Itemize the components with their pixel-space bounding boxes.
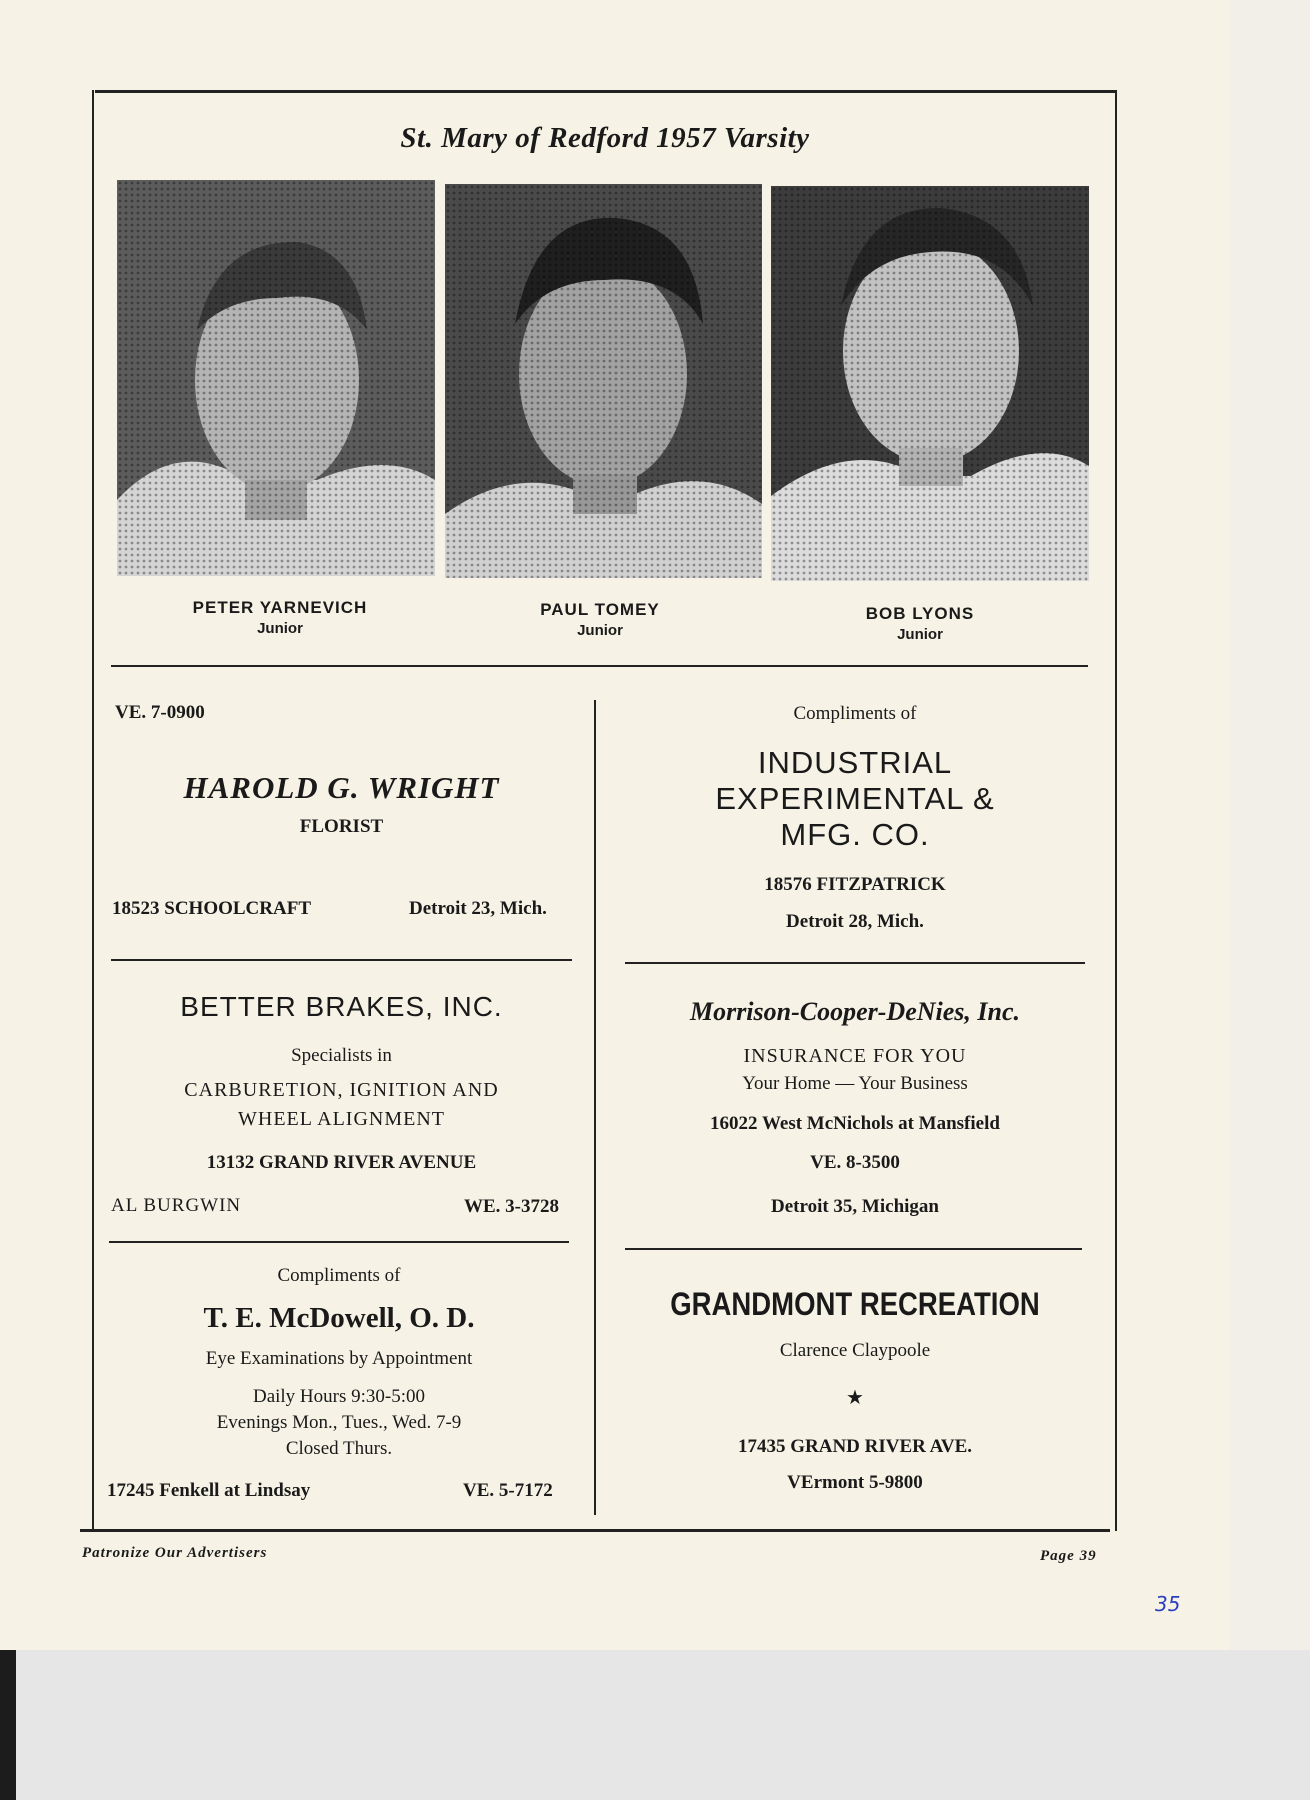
page-title: St. Mary of Redford 1957 Varsity (400, 122, 810, 154)
brakes-phone: WE. 3-3728 (464, 1196, 559, 1217)
industrial-intro: Compliments of (793, 703, 917, 724)
page-number: Page 39 (1040, 1548, 1097, 1564)
ad-divider (625, 1248, 1082, 1250)
grandmont-phone: VErmont 5-9800 (787, 1472, 923, 1493)
handwritten-page-number: 35 (1155, 1592, 1181, 1616)
frame-border-left (92, 90, 94, 1531)
brakes-contact: AL BURGWIN (111, 1195, 242, 1216)
morrison-phone: VE. 8-3500 (810, 1152, 900, 1173)
player-caption-lyons (790, 604, 1050, 643)
brakes-address: 13132 GRAND RIVER AVENUE (206, 1152, 477, 1173)
section-divider (111, 665, 1088, 667)
column-divider (594, 700, 596, 1515)
player-photo-lyons (771, 186, 1089, 581)
morrison-line2: Your Home — Your Business (742, 1073, 968, 1094)
mcdowell-intro: Compliments of (277, 1265, 401, 1286)
industrial-city: Detroit 28, Mich. (786, 911, 924, 932)
mcdowell-phone: VE. 5-7172 (463, 1480, 553, 1501)
frame-border-right (1115, 90, 1117, 1531)
industrial-line3: MFG. CO. (780, 817, 930, 852)
brakes-line2: CARBURETION, IGNITION AND (184, 1079, 499, 1101)
scan-background (0, 1650, 1310, 1800)
grandmont-owner: Clarence Claypoole (779, 1340, 931, 1361)
mcdowell-name: T. E. McDowell, O. D. (203, 1302, 475, 1334)
player-name: PETER YARNEVICH (192, 598, 368, 617)
mcdowell-address: 17245 Fenkell at Lindsay (107, 1480, 311, 1501)
ad-divider (109, 1241, 569, 1243)
industrial-line1: INDUSTRIAL (757, 745, 953, 780)
frame-border-top (95, 90, 1117, 93)
player-name: BOB LYONS (865, 604, 975, 623)
grandmont-address: 17435 GRAND RIVER AVE. (737, 1436, 972, 1457)
industrial-line2: EXPERIMENTAL & (715, 781, 995, 816)
brakes-name: BETTER BRAKES, INC. (180, 991, 503, 1022)
player-photo-tomey (445, 184, 762, 578)
mcdowell-line3: Evenings Mon., Tues., Wed. 7-9 (216, 1412, 462, 1433)
wright-name: HAROLD G. WRIGHT (183, 770, 500, 805)
footer-tagline: Patronize Our Advertisers (82, 1545, 268, 1561)
wright-address: 18523 SCHOOLCRAFT (112, 898, 311, 919)
player-year: Junior (257, 620, 303, 637)
mcdowell-line4: Closed Thurs. (285, 1438, 393, 1459)
binding-edge (0, 1650, 16, 1800)
mcdowell-line1: Eye Examinations by Appointment (205, 1348, 473, 1369)
grandmont-name: GRANDMONT RECREATION (670, 1286, 1040, 1322)
morrison-address: 16022 West McNichols at Mansfield (710, 1113, 1000, 1134)
player-year: Junior (577, 622, 623, 639)
player-photo-yarnevich (117, 180, 435, 576)
wright-city: Detroit 23, Mich. (409, 898, 547, 919)
ad-divider (625, 962, 1085, 964)
wright-phone: VE. 7-0900 (115, 702, 205, 723)
wright-trade: FLORIST (299, 816, 384, 837)
player-year: Junior (897, 626, 943, 643)
player-name: PAUL TOMEY (540, 600, 660, 619)
page-edge (1230, 0, 1310, 1650)
player-caption-tomey (470, 600, 730, 639)
morrison-city: Detroit 35, Michigan (771, 1196, 939, 1217)
mcdowell-line2: Daily Hours 9:30-5:00 (252, 1386, 426, 1407)
star-icon: ★ (846, 1387, 864, 1409)
frame-border-bottom (80, 1529, 1110, 1532)
player-caption-yarnevich (150, 598, 410, 637)
morrison-line1: INSURANCE FOR YOU (743, 1045, 967, 1067)
ad-divider (111, 959, 572, 961)
industrial-address: 18576 FITZPATRICK (764, 874, 946, 895)
brakes-line1: Specialists in (291, 1045, 392, 1066)
morrison-name: Morrison-Cooper-DeNies, Inc. (689, 997, 1021, 1026)
brakes-line3: WHEEL ALIGNMENT (238, 1108, 445, 1130)
